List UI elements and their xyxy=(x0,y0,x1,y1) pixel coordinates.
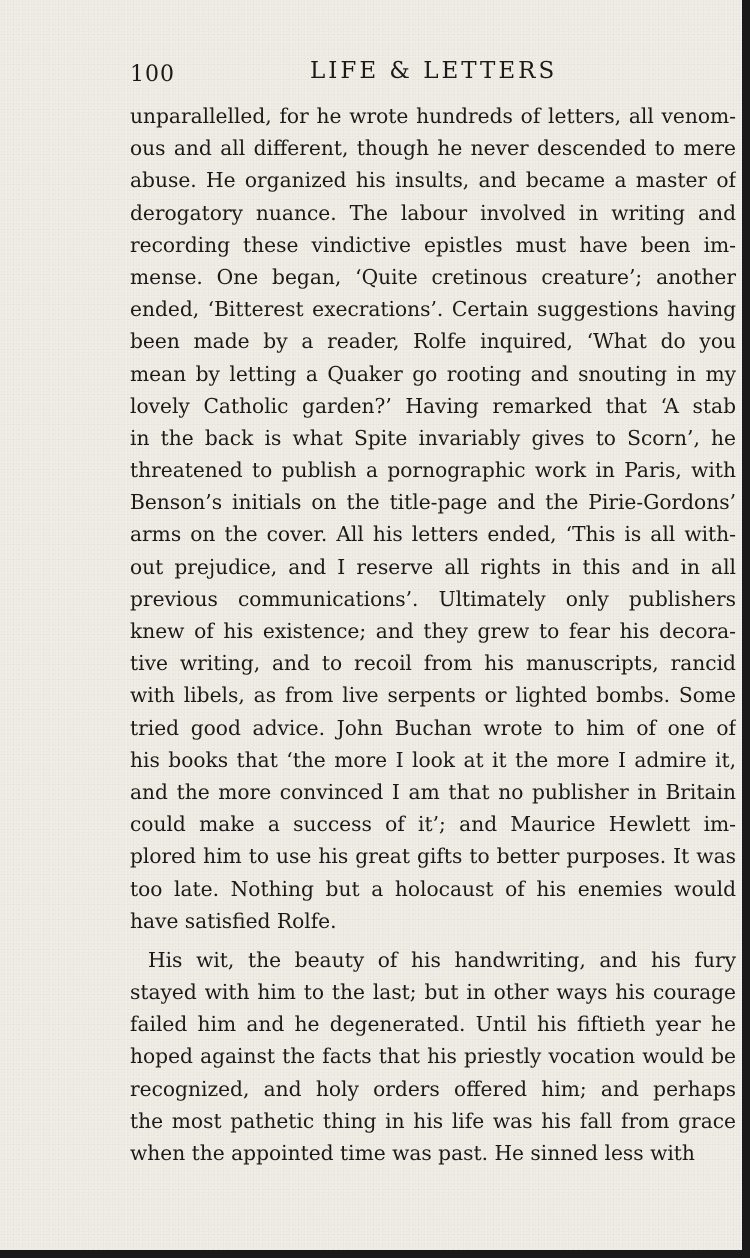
text-line: previous communications’. Ultimately only publishers xyxy=(130,586,736,611)
text-line: have satisfied Rolfe. xyxy=(130,908,337,933)
text-line: unparallelled, for he wrote hundreds of letters, all venom- xyxy=(130,104,736,128)
text-line: ous and all different, though he never descended to mere xyxy=(130,136,736,161)
text-line: hoped against the facts that his priestly vocation would be xyxy=(130,1044,736,1069)
running-title: LIFE & LETTERS xyxy=(310,58,558,84)
running-head xyxy=(130,58,736,92)
paragraph-1 xyxy=(130,100,736,937)
text-line: stayed with him to the last; but in other ways his courage xyxy=(130,980,736,1005)
page-number: 100 xyxy=(130,62,175,87)
text-line: knew of his existence; and they grew to fear his decora- xyxy=(130,619,736,643)
text-line: His wit, the beauty of his handwriting, and his fury xyxy=(148,947,736,972)
text-line: his books that ‘the more I look at it the more I admire it, xyxy=(130,747,736,772)
text-line: lovely Catholic garden?’ Having remarked that ‘A stab xyxy=(130,393,736,418)
text-line: with libels, as from live serpents or lighted bombs. Some xyxy=(130,683,736,708)
paragraph-gap xyxy=(130,937,736,944)
text-line: plored him to use his great gifts to better purposes. It was xyxy=(130,844,736,869)
text-line: derogatory nuance. The labour involved in writing and xyxy=(130,200,736,225)
text-line: ended, ‘Bitterest execrations’. Certain suggestions having xyxy=(130,297,736,322)
text-line: failed him and he degenerated. Until his fiftieth year he xyxy=(130,1012,736,1037)
text-line: Benson’s initials on the title-page and the Pirie-Gordons’ xyxy=(130,490,736,515)
text-line: tried good advice. John Buchan wrote to him of one of xyxy=(130,715,736,740)
text-line: when the appointed time was past. He sinned less with xyxy=(130,1141,695,1165)
text-line: out prejudice, and I reserve all rights in this and in all xyxy=(130,554,736,579)
text-line: been made by a reader, Rolfe inquired, ‘What do you xyxy=(130,329,736,354)
text-line: too late. Nothing but a holocaust of his enemies would xyxy=(130,876,736,901)
text-line: in the back is what Spite invariably gives to Scorn’, he xyxy=(130,425,736,450)
text-line: the most pathetic thing in his life was his fall from grace xyxy=(130,1108,736,1133)
text-line: threatened to publish a pornographic work in Paris, with xyxy=(130,458,736,483)
body-text xyxy=(130,100,736,1169)
text-line: tive writing, and to recoil from his manuscripts, rancid xyxy=(130,651,736,676)
text-line: mense. One began, ‘Quite cretinous creature’; another xyxy=(130,264,736,289)
text-line: arms on the cover. All his letters ended, ‘This is all with- xyxy=(130,522,736,547)
text-line: could make a success of it’; and Maurice Hewlett im- xyxy=(130,812,736,837)
paragraph-2 xyxy=(130,944,736,1169)
text-line: and the more convinced I am that no publisher in Britain xyxy=(130,779,736,804)
text-line: abuse. He organized his insults, and became a master of xyxy=(130,168,736,193)
text-line: recognized, and holy orders offered him; and perhaps xyxy=(130,1076,736,1101)
text-line: mean by letting a Quaker go rooting and snouting in my xyxy=(130,361,736,386)
text-line: recording these vindictive epistles must have been im- xyxy=(130,232,736,257)
